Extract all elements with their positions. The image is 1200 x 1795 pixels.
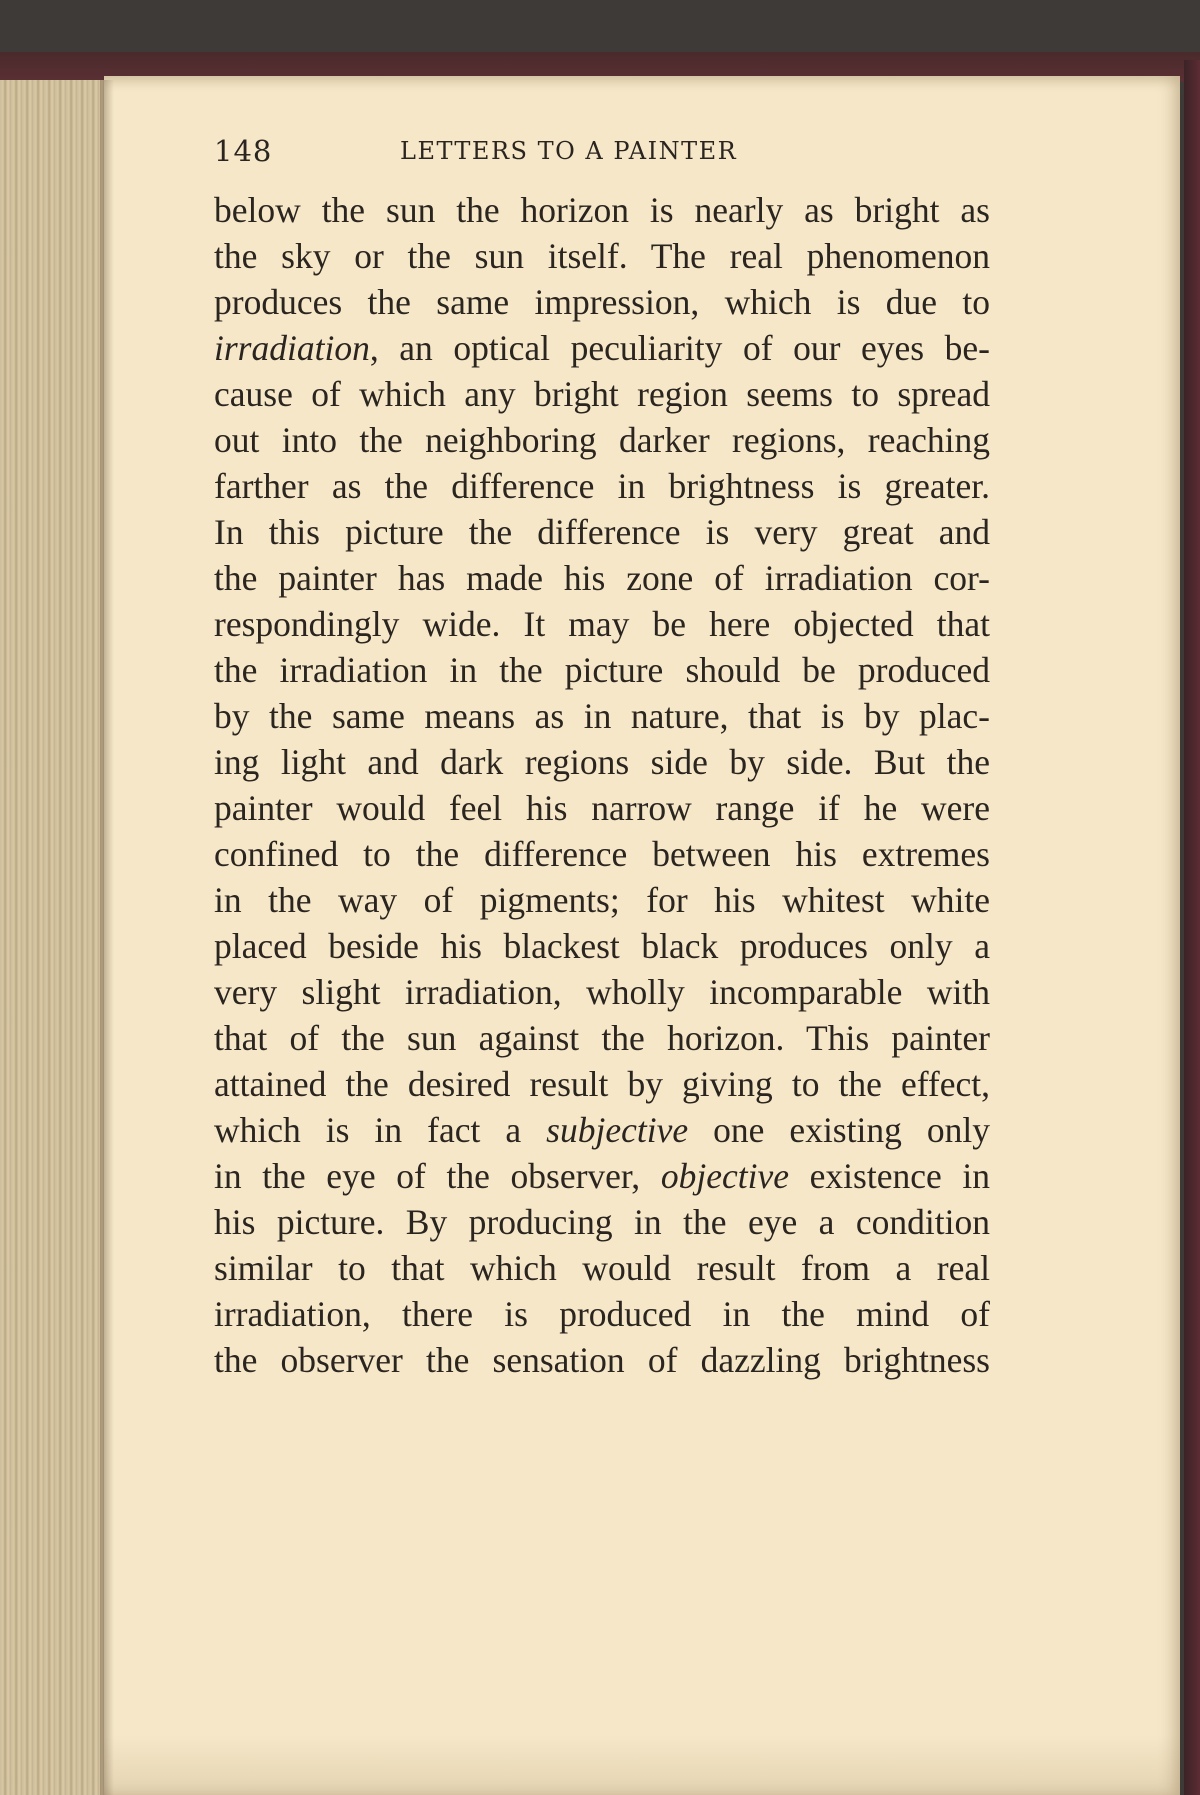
text-segment: that of the sun against the horizon. This painter: [214, 1018, 990, 1058]
text-segment: placed beside his blackest black produces only a: [214, 926, 990, 966]
text-segment: which is in fact a: [214, 1110, 547, 1150]
text-line: [214, 417, 990, 463]
text-segment: irradiation, there is produced in the mind of: [214, 1294, 990, 1334]
page-shadow: [104, 1735, 1180, 1795]
text-line: [214, 739, 990, 785]
text-segment: the sky or the sun itself. The real phenomenon: [214, 236, 990, 276]
text-line: [214, 1245, 990, 1291]
text-line: [214, 325, 990, 371]
text-segment: farther as the difference in brightness is greater.: [214, 466, 990, 506]
gutter-shadow: [100, 80, 114, 1795]
text-segment: cause of which any bright region seems to spread: [214, 374, 990, 414]
text-segment: in the eye of the observer,: [214, 1156, 661, 1196]
text-segment: the irradiation in the picture should be produced: [214, 650, 990, 690]
text-line: [214, 647, 990, 693]
text-line: [214, 969, 990, 1015]
italic-text: irradiation: [214, 328, 370, 368]
page-stack-edges: [0, 80, 110, 1795]
text-line: [214, 1061, 990, 1107]
text-segment: in the way of pigments; for his whitest white: [214, 880, 990, 920]
text-segment: respondingly wide. It may be here objected that: [214, 604, 990, 644]
text-segment: ing light and dark regions side by side. But the: [214, 742, 990, 782]
text-segment: very slight irradiation, wholly incomparable with: [214, 972, 990, 1012]
text-segment: In this picture the difference is very great and: [214, 512, 990, 552]
text-segment: existence in: [788, 1156, 990, 1196]
italic-text: subjective: [546, 1110, 689, 1150]
text-segment: out into the neighboring darker regions, reaching: [214, 420, 990, 460]
text-segment: his picture. By producing in the eye a condition: [214, 1202, 990, 1242]
body-text: [214, 187, 990, 1383]
text-segment: one existing only: [688, 1110, 990, 1150]
text-segment: painter would feel his narrow range if he were: [214, 788, 990, 828]
text-line: [214, 371, 990, 417]
book-cover-right-edge: [1184, 60, 1200, 1795]
text-segment: the painter has made his zone of irradiation cor-: [214, 558, 990, 598]
text-segment: attained the desired result by giving to the effect,: [214, 1064, 990, 1104]
text-line: [214, 1337, 990, 1383]
text-segment: produces the same impression, which is due to: [214, 282, 990, 322]
text-line: [214, 831, 990, 877]
text-segment: similar to that which would result from a real: [214, 1248, 990, 1288]
text-line: [214, 785, 990, 831]
running-head: [214, 134, 788, 174]
text-line: [214, 693, 990, 739]
text-segment: the observer the sensation of dazzling brightness: [214, 1340, 990, 1380]
text-line: [214, 555, 990, 601]
text-line: [214, 1107, 990, 1153]
text-line: [214, 509, 990, 555]
text-segment: by the same means as in nature, that is by plac-: [214, 696, 990, 736]
italic-text: objective: [660, 1156, 789, 1196]
text-line: [214, 187, 990, 233]
text-line: [214, 601, 990, 647]
text-line: [214, 923, 990, 969]
text-segment: confined to the difference between his extremes: [214, 834, 990, 874]
text-line: [214, 463, 990, 509]
text-line: [214, 1291, 990, 1337]
text-line: [214, 1015, 990, 1061]
text-segment: below the sun the horizon is nearly as bright as: [214, 190, 990, 230]
text-segment: , an optical peculiarity of our eyes be-: [369, 328, 990, 368]
text-line: [214, 877, 990, 923]
running-title: LETTERS TO A PAINTER: [400, 137, 738, 165]
text-line: [214, 1153, 990, 1199]
page-number: 148: [214, 134, 273, 168]
text-line: [214, 233, 990, 279]
text-line: [214, 279, 990, 325]
text-line: [214, 1199, 990, 1245]
